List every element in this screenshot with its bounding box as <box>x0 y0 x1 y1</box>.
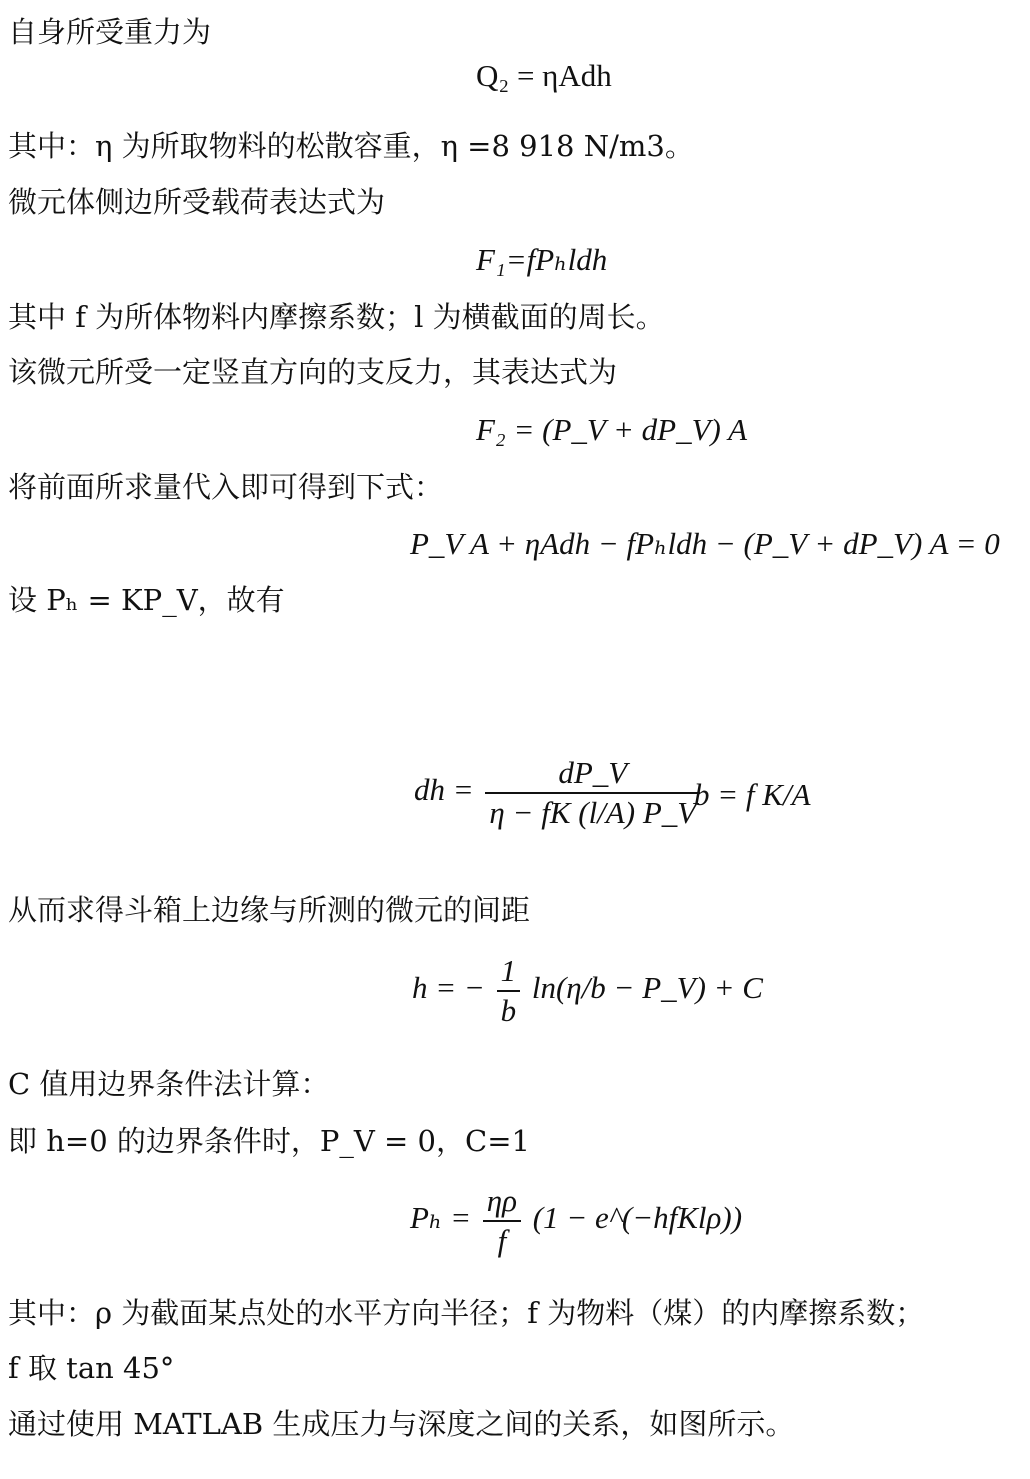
text-line-4: 其中 f 为所体物料内摩擦系数；l 为横截面的周长。 <box>8 300 665 334</box>
text-line-2: 其中：η 为所取物料的松散容重，η =8 918 N/m3。 <box>8 129 694 163</box>
text-line-13: 通过使用 MATLAB 生成压力与深度之间的关系，如图所示。 <box>8 1407 795 1441</box>
equation-h-numerator: 1 <box>497 952 521 992</box>
equation-ph <box>410 1182 742 1260</box>
equation-h <box>412 952 763 1030</box>
text-line-6: 将前面所求量代入即可得到下式： <box>8 470 444 504</box>
equation-b-text: b = f K/A <box>694 777 811 812</box>
text-line-1: 自身所受重力为 <box>8 15 212 49</box>
equation-balance-text: P_V A + ηAdh − fPₕldh − (P_V + dP_V) A = 0 <box>410 526 1000 561</box>
equation-f1-text: F₁=fPₕldh <box>476 242 608 277</box>
text-line-12: f 取 tan 45° <box>8 1351 175 1385</box>
equation-q2-text: Q₂ = ηAdh <box>476 58 612 93</box>
equation-ph-lhs: Pₕ = <box>410 1200 472 1236</box>
equation-ph-denominator: f <box>497 1223 507 1258</box>
text-line-5: 该微元所受一定竖直方向的支反力，其表达式为 <box>8 355 618 389</box>
equation-h-rest: ln(η/b − P_V) + C <box>531 970 763 1006</box>
text-line-11: 其中：ρ 为截面某点处的水平方向半径；f 为物料（煤）的内摩擦系数； <box>8 1296 925 1330</box>
text-line-8: 从而求得斗箱上边缘与所测的微元的间距 <box>8 893 531 927</box>
equation-h-fraction <box>497 952 521 1030</box>
equation-ph-fraction <box>483 1182 521 1260</box>
equation-dh-denominator: η − fK (l/A) P_V <box>489 795 697 830</box>
equation-h-denominator: b <box>500 993 517 1028</box>
equation-q2 <box>476 56 612 96</box>
text-line-7: 设 Pₕ = KP_V，故有 <box>8 583 285 617</box>
equation-ph-rest: (1 − e^(−hfKlρ)) <box>532 1200 743 1236</box>
equation-dh <box>414 754 704 832</box>
equation-balance <box>410 524 1000 564</box>
equation-h-lhs: h = − <box>412 970 485 1006</box>
equation-f2 <box>476 410 747 450</box>
text-line-10: 即 h=0 的边界条件时，P_V = 0，C=1 <box>8 1124 530 1158</box>
equation-f1 <box>476 240 607 280</box>
text-line-3: 微元体侧边所受载荷表达式为 <box>8 185 386 219</box>
equation-dh-fraction <box>485 754 700 832</box>
equation-f2-text: F₂ = (P_V + dP_V) A <box>476 412 748 447</box>
equation-ph-numerator: ηρ <box>483 1182 521 1222</box>
equation-dh-numerator: dP_V <box>485 754 700 794</box>
text-line-9: C 值用边界条件法计算： <box>8 1067 330 1101</box>
equation-b <box>694 775 811 815</box>
equation-dh-lhs: dh = <box>414 772 474 808</box>
